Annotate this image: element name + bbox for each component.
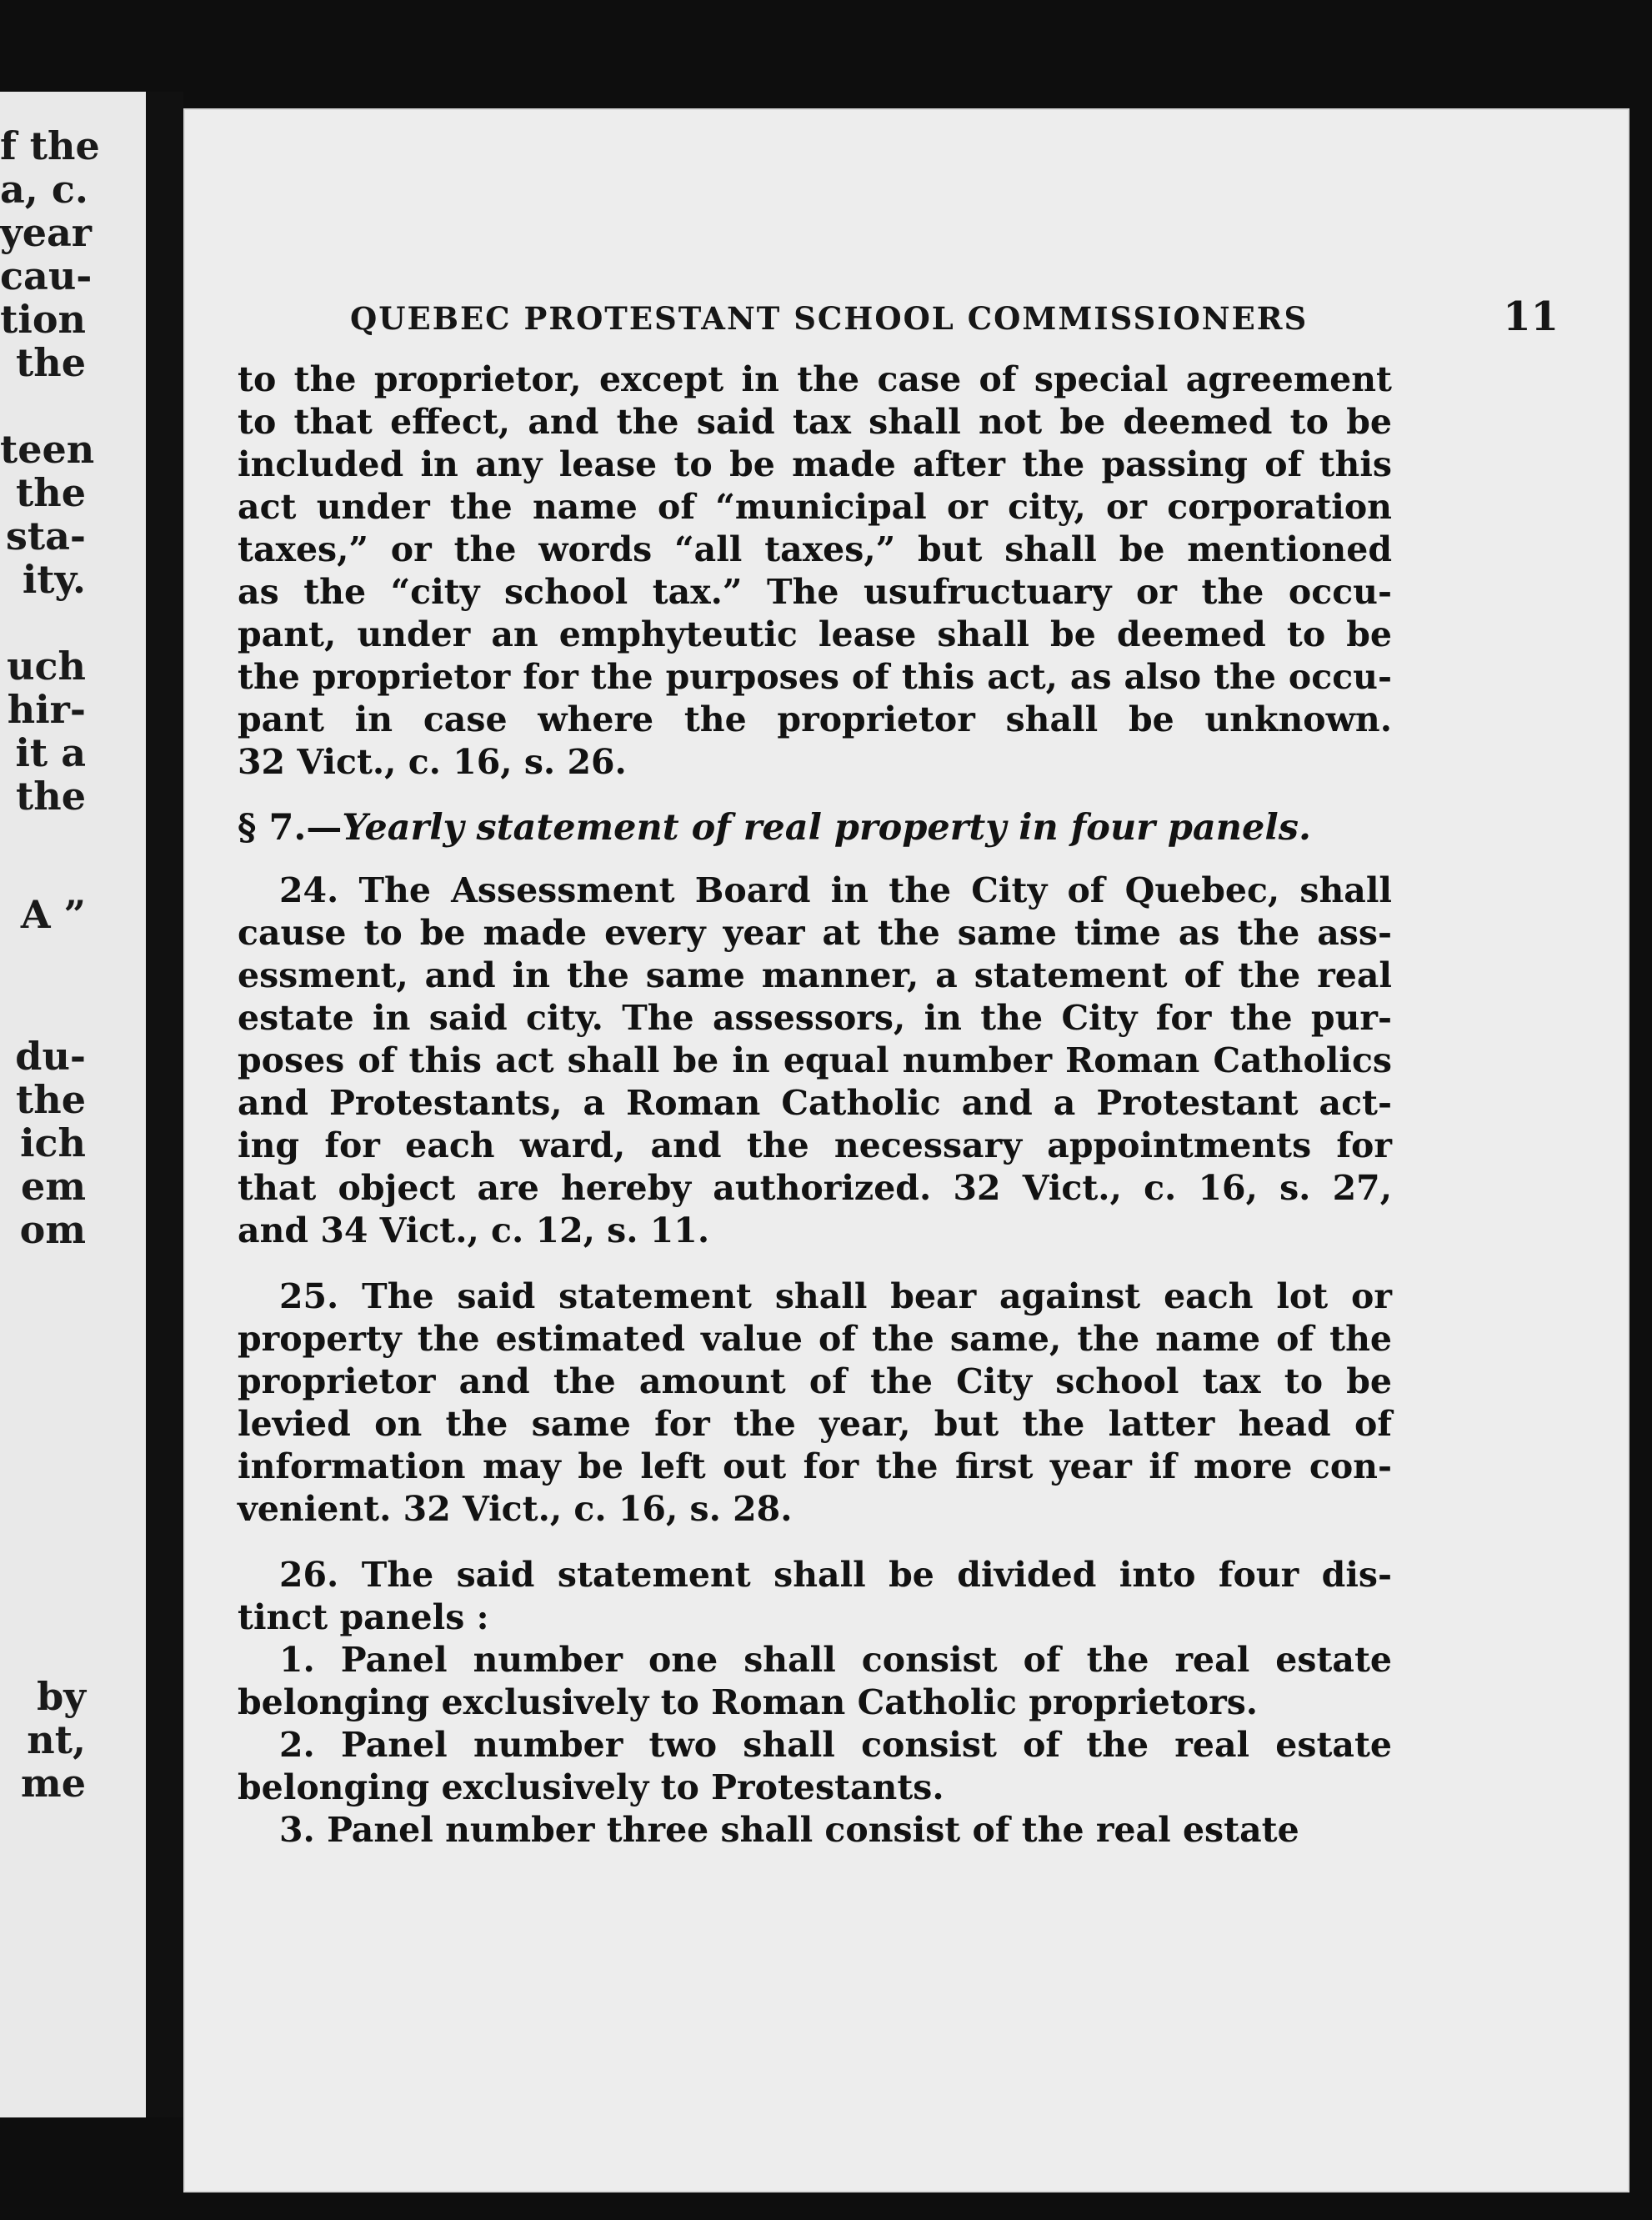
text-line: belonging exclusively to Roman Catholic proprietors. [238, 1682, 1259, 1722]
page-number: 11 [1503, 293, 1559, 340]
facing-page-line: uch [7, 644, 86, 689]
facing-page-line: em [21, 1164, 86, 1209]
article-25 [238, 1275, 1392, 1531]
line-text: The Assessment Board in the City of Quebec, shall [338, 870, 1392, 910]
text-line: to that effect, and the said tax shall not be deemed to be [238, 402, 1392, 442]
facing-page-line: it a [15, 730, 86, 775]
facing-page-line: the [16, 1077, 86, 1122]
text-line: included in any lease to be made after the passing of this [238, 444, 1392, 484]
text-line: tinct panels : [238, 1597, 489, 1637]
facing-page-line: teen [0, 427, 95, 472]
text-line: pant in case where the proprietor shall be unknown. [238, 699, 1392, 739]
facing-page-line: hir- [7, 687, 86, 732]
page-header [350, 293, 1559, 340]
text-line: cause to be made every year at the same time as the ass- [238, 913, 1392, 953]
text-line: 1. Panel number one shall consist of the real estate [279, 1640, 1392, 1680]
panel-item [238, 1724, 1392, 1809]
facing-page-line: sta- [5, 514, 86, 559]
text-line: to the proprietor, except in the case of special agreement [238, 359, 1392, 399]
text-line: ing for each ward, and the necessary appointments for [238, 1125, 1392, 1165]
section-title: Yearly statement of real property in four panels. [342, 807, 1311, 849]
text-line: taxes,” or the words “all taxes,” but shall be mentioned [238, 529, 1392, 569]
facing-page-strip [0, 92, 146, 2117]
text-line: and Protestants, a Roman Catholic and a Protestant act- [238, 1083, 1392, 1123]
article-number: 26. [279, 1555, 339, 1595]
text-line: 32 Vict., c. 16, s. 26. [238, 742, 627, 782]
facing-page-line: a, c. [0, 167, 88, 212]
facing-page-line: f the [0, 123, 100, 168]
line-text: The said statement shall be divided into four dis- [338, 1555, 1392, 1595]
text-line [238, 1554, 1392, 1596]
article-26 [238, 1554, 1392, 1639]
text-line: information may be left out for the first year if more con- [238, 1446, 1392, 1486]
text-line: that object are hereby authorized. 32 Vict., c. 16, s. 27, [238, 1168, 1392, 1208]
facing-page-line: the [16, 340, 86, 385]
facing-page-line: me [21, 1761, 86, 1806]
book-gutter [146, 92, 183, 2117]
text-line: proprietor and the amount of the City school tax to be [238, 1361, 1392, 1401]
section-heading [238, 807, 1392, 849]
text-line: as the “city school tax.” The usufructuary or the occu- [238, 572, 1392, 612]
facing-page-line: ich [20, 1120, 86, 1165]
text-line: estate in said city. The assessors, in the City for the pur- [238, 998, 1392, 1038]
book-page [183, 108, 1629, 2192]
running-head: QUEBEC PROTESTANT SCHOOL COMMISSIONERS [350, 300, 1309, 337]
facing-page-line: the [16, 774, 86, 819]
text-line: venient. 32 Vict., c. 16, s. 28. [238, 1489, 793, 1529]
text-line [238, 1275, 1392, 1318]
facing-page-line: by [37, 1674, 86, 1719]
text-line: levied on the same for the year, but the latter head of [238, 1404, 1392, 1444]
facing-page-line: du- [15, 1034, 86, 1079]
text-line: 3. Panel number three shall consist of the real estate [279, 1810, 1299, 1850]
facing-page-line: cau- [0, 253, 93, 298]
text-line: and 34 Vict., c. 12, s. 11. [238, 1210, 710, 1250]
text-line: property the estimated value of the same, the name of the [238, 1319, 1392, 1359]
page-body [238, 358, 1392, 1852]
facing-page-line: A ” [20, 892, 86, 937]
text-line: pant, under an emphyteutic lease shall be deemed to be [238, 614, 1392, 654]
panel-item [238, 1809, 1392, 1852]
facing-page-line: year [0, 210, 93, 255]
line-text: The said statement shall bear against each lot or [338, 1276, 1392, 1316]
text-line: belonging exclusively to Protestants. [238, 1767, 944, 1807]
section-mark: § 7.— [238, 807, 343, 849]
facing-page-line: om [19, 1207, 86, 1252]
facing-page-line: nt, [27, 1717, 86, 1762]
article-number: 24. [279, 870, 339, 910]
text-line: essment, and in the same manner, a statement of the real [238, 955, 1392, 995]
continuation-paragraph [238, 358, 1392, 784]
text-line [238, 869, 1392, 912]
text-line: the proprietor for the purposes of this act, as also the occu- [238, 657, 1392, 697]
facing-page-line: ity. [22, 557, 86, 602]
article-number: 25. [279, 1276, 339, 1316]
facing-page-line: tion [0, 297, 86, 342]
facing-page-line: the [16, 470, 86, 515]
panel-item [238, 1639, 1392, 1724]
text-line: act under the name of “municipal or city, or corporation [238, 487, 1392, 527]
text-line: poses of this act shall be in equal number Roman Catholics [238, 1040, 1392, 1080]
article-24 [238, 869, 1392, 1252]
text-line: 2. Panel number two shall consist of the real estate [279, 1725, 1392, 1765]
